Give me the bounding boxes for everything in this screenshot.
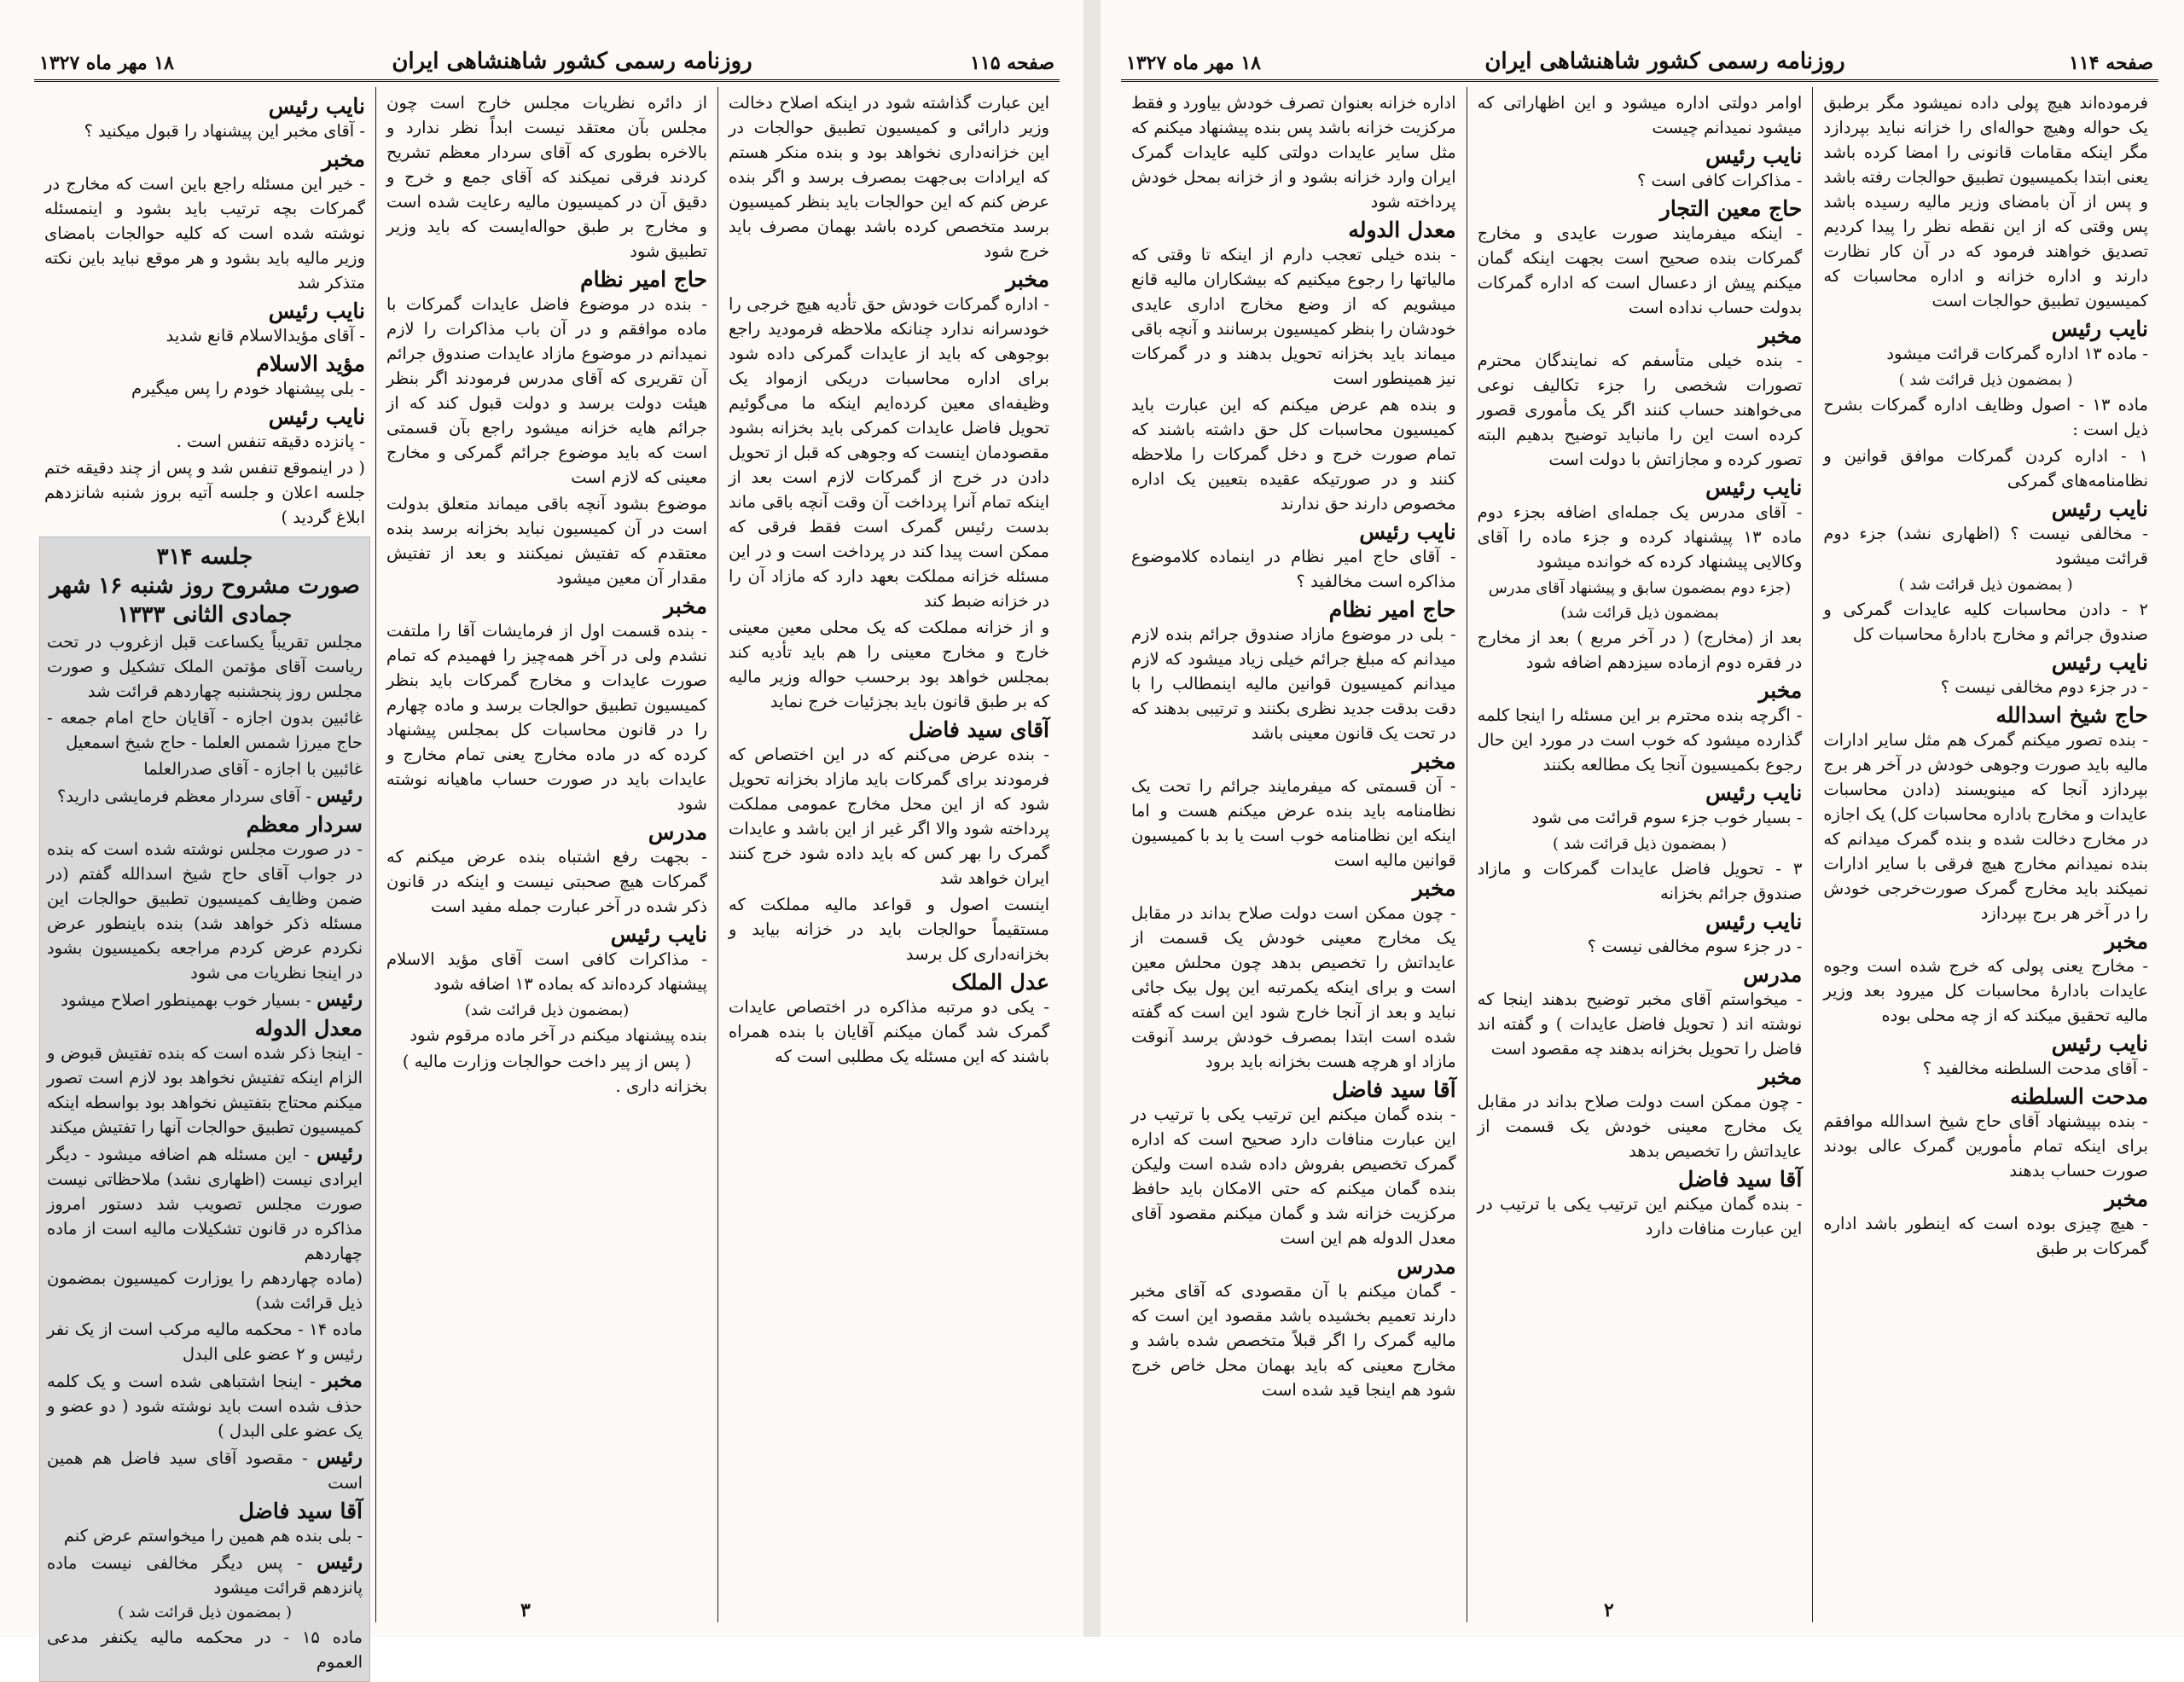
speaker-name: مدحت السلطنه (2010, 1084, 2148, 1109)
paragraph: - آقای مخبر این پیشنهاد را قبول میکنید ؟ (84, 121, 365, 141)
quoted-amendment: ( پس از پیر داخت حوالجات وزارت مالیه ) (402, 1052, 692, 1071)
session-date: صورت مشروح روز شنبه ۱۶ شهر جمادی الثانی ۱۳۳۳ (49, 573, 360, 628)
speaker-name: نایب رئیس (1359, 519, 1456, 544)
paragraph: اداره خزانه بعنوان تصرف خودش بیاورد و فقط مرکزیت خزانه باشد پس بنده پیشنهاد میکنم که مثل سایر عایدات دولتی کلیه عایدات گمرک ایران وارد خزانه بشود و از خزانه بمحل خودش پرداخته شود (1130, 93, 1456, 212)
paragraph: - در جزء سوم مخالفی نیست ؟ (1587, 937, 1803, 956)
paragraph: غائبین بدون اجازه - آقایان حاج امام جمعه - حاج میرزا شمس العلما - حاج شیخ اسمعیل (47, 708, 363, 752)
paragraph: - بجهت رفع اشتباه بنده عرض میکنم که گمرکات هیچ صحبتی نیست و اینکه در قانون ذکر شده در آخر عبارت جمله مفید است (386, 847, 707, 916)
left-footer-page-number: ۳ (520, 1599, 531, 1621)
speaker-name: نایب رئیس (2051, 316, 2148, 341)
speaker-name: عدل الملک (951, 970, 1049, 995)
paragraph: - بنده گمان میکنم این ترتیب یکی با ترتیب در این عبارت منافات دارد صحیح است که اداره گمرک تخصیص بفروش داده شده است ولیکن بنده گمان میکنم که حتی الامکان باید حافظ مرکزیت خزانه شد و گمان میکنم مقصود آقای معدل الدوله هم این است (1130, 1105, 1456, 1248)
paragraph: - چون ممکن است دولت صلاح بداند در مقابل یک مخارج معینی خودش یک قسمت از عایداتش را تخصیص بدهد چون محلش معین است و برای اینکه یکمرتبه این پول بیک جائی نباید و بعد از آنجا خارج شود این است که گفته شده است ابتدا بمصرف خودش برسد آنوقت مازاد او هرچه هست بخزانه باید برود (1130, 903, 1456, 1071)
paragraph: - آقای مدرس یک جمله‌ای اضافه بجزء دوم ماده ۱۳ پیشنهاد کرده و جزء ماده را آقای وکالایی پیشنهاد کرده که خوانده میشود (1477, 502, 1803, 571)
session-number: جلسه ۳۱۴ (156, 544, 253, 570)
speaker-name: آقای سید فاضل (909, 717, 1049, 742)
left-masthead (34, 32, 1060, 82)
paragraph: - خیر این مسئله راجع باین است که مخارج در گمرکات بچه ترتیب باید بشود و اینمسئله نوشته شده است که کلیه حوالجات بامضای وزیر مالیه باید بشود و هر موقع نباید باین نکته متذکر شد (44, 174, 365, 293)
speaker-name: آقا سید فاضل (1332, 1077, 1456, 1102)
left-col-3 (34, 87, 375, 1672)
speaker-name: رئیس (317, 988, 363, 1011)
paragraph: - بنده قسمت اول از فرمایشات آقا را ملتفت نشدم ولی در آخر همه‌چیز را فهمیدم که تمام صورت عایدات و مخارج گمرکات باید بنظر کمیسیون تطبیق حوالجات برسد و ماده چهارم را در قانون محاسبات کل بمجلس پیشنهاد کرده که در ماده مخارج یعنی تمام مخارج و عایدات باید در صورت حساب ماهیانه نوشته شود (386, 621, 707, 814)
paragraph: - چون ممکن است دولت صلاح بداند در مقابل یک مخارج معینی خودش یک قسمت از عایداتش را تخصیص بدهد (1477, 1092, 1803, 1161)
speaker-name: نایب رئیس (1705, 475, 1803, 500)
paragraph: - هیچ چیزی بوده است که اینطور باشد اداره گمرکات بر طبق (1823, 1214, 2148, 1258)
speaker-name: مدرس (1397, 1254, 1456, 1279)
right-col-3 (1121, 87, 1467, 1622)
left-newspaper-title: روزنامه رسمی کشور شاهنشاهی ایران (392, 49, 752, 74)
speaker-name: مدرس (648, 820, 707, 844)
reading-note: ( بمضمون ذیل قرائت شد ) (1898, 371, 2073, 389)
paragraph: بعد از (مخارج) ( در آخر مربع ) بعد از مخارج در فقره دوم ازماده سیزدهم اضافه شود (1477, 628, 1803, 672)
paragraph: مجلس تقریباً یکساعت قبل ازغروب در تحت ریاست آقای مؤتمن الملک تشکیل و صورت مجلس روز پنجشنبه چهاردهم قرائت شد (47, 632, 363, 701)
speaker-name: حاج معین التجار (1659, 196, 1803, 221)
right-col-1 (1812, 87, 2158, 1622)
left-col-2 (375, 87, 717, 1622)
paragraph: - این مسئله هم اضافه میشود - دیگر ایرادی نیست (اظهاری نشد) ملاحظاتی نیست صورت مجلس تصویب شد دستور امروز مذاکره در قانون تشکیلات مالیه است از ماده چهاردهم (47, 1145, 363, 1263)
paragraph: بنده پیشنهاد میکنم در آخر ماده مرقوم شود (410, 1025, 707, 1045)
paragraph: بخزانه داری . (615, 1076, 707, 1096)
paragraph: - مخارج یعنی پولی که خرج شده است وجوه عایدات بادارهٔ محاسبات کل میرود بعد وزیر مالیه تحقیق میکند که از چه محلی بوده (1823, 956, 2148, 1025)
speaker-name: حاج امیر نظام (1328, 597, 1456, 622)
speaker-name: مخبر (1412, 876, 1456, 901)
paragraph: از دائره نظریات مجلس خارج است چون مجلس بآن معتقد نیست ابداً نظر ندارد و بالاخره بطوری که آقای سردار معظم تشریح کردند فرقی نمیکند که آقای جمع و خرج و دقیق آن در کمیسیون مالیه رعایت شده است و مخارج بر طبق حواله‌ایست که باید وزیر تطبیق شود (386, 93, 707, 261)
speaker-name: نایب رئیس (1705, 909, 1803, 934)
paragraph: ( در اینموقع تنفس شد و پس از چند دقیقه ختم جلسه اعلان و جلسه آتیه بروز شنبه شانزدهم ابلاغ گردید ) (44, 458, 365, 527)
left-col-1 (717, 87, 1060, 1622)
speaker-name: مخبر (664, 594, 707, 618)
speaker-name: مخبر (1006, 267, 1049, 292)
paragraph: - بلی پیشنهاد خودم را پس میگیرم (131, 379, 365, 398)
paragraph: - در صورت مجلس نوشته شده است که بنده در جواب آقای حاج شیخ اسدالله گفتم (در ضمن وظایف کمیسیون تطبیق حوالجات این مسئله ذکر خواهد شد) بنده باینطور عرض نکردم عرض کردم مراجعه بکمیسیون بشود در اینجا نظریات می شود (47, 839, 363, 983)
paragraph: ماده ۱۴ - محکمه مالیه مرکب است از یک نفر رئیس و ۲ عضو علی البدل (47, 1320, 363, 1364)
paragraph: ماده ۱۵ - در محکمه مالیه یکنفر مدعی العموم (47, 1627, 363, 1672)
paragraph: - میخواستم آقای مخبر توضیح بدهند اینجا که نوشته اند ( تحویل فاضل عایدات ) و گفته اند فاضل را تحویل بخزانه بدهند چه مقصود است (1477, 989, 1803, 1058)
paragraph: و بنده هم عرض میکنم که این عبارت باید کمیسیون محاسبات کل حق داشته باشند که تمام صورت خرج و دخل گمرکات را ملاحظه کنند و در صورتیکه عقیده بتعیین یک اداره مخصوص دارند حق ندارند (1130, 395, 1456, 513)
paragraph: - در جزء دوم مخالفی نیست ؟ (1940, 677, 2148, 697)
right-columns (1121, 87, 2158, 1622)
paragraph: - آقای مدحت السلطنه مخالفید ؟ (1922, 1058, 2148, 1078)
paragraph: - آقای حاج امیر نظام در اینماده کلاموضوع مذاکره است مخالفید ؟ (1130, 547, 1456, 591)
right-page-number: صفحه ۱۱۴ (2069, 52, 2153, 74)
page-gutter (1083, 0, 1101, 1637)
right-masthead (1121, 32, 2158, 82)
speaker-name: نایب رئیس (2051, 1031, 2148, 1056)
paragraph: - بسیار خوب جزء سوم قرائت می شود (1531, 808, 1803, 827)
paragraph: ۳ - تحویل فاضل عایدات گمرکات و مازاد صندوق جرائم بخزانه (1477, 859, 1803, 903)
paragraph: (ماده چهاردهم را یوزارت کمیسیون بمضمون ذیل قرائت شد) (47, 1268, 363, 1313)
speaker-name: مخبر (1412, 749, 1456, 774)
speaker-name: نایب رئیس (268, 299, 365, 323)
right-col-2 (1467, 87, 1813, 1622)
left-columns (34, 87, 1060, 1672)
paragraph: ۱ - اداره کردن گمرکات موافق قوانین و نظامنامه‌های گمرکی (1823, 446, 2148, 490)
paragraph: غائبین با اجازه - آقای صدرالعلما (143, 759, 363, 779)
paragraph: - ماده ۱۳ اداره گمرکات قرائت میشود (1886, 344, 2148, 363)
speaker-name: معدل الدوله (254, 1016, 363, 1041)
paragraph: موضوع بشود آنچه باقی میماند متعلق بدولت است در آن کمیسیون نباید بخزانه برسد بنده معتقدم که تفتیش نمیکنند و بعد از تفتیش مقدار آن معین میشود (386, 494, 707, 588)
paragraph: این عبارت گذاشته شود در اینکه اصلاح دخالت وزیر دارائی و کمیسیون تطبیق حوالجات در این خزانه‌داری نخواهد بود و بنده منکر هستم که ایرادات بی‌جهت بمصرف برسد و اگر بنده عرض کنم که این حوالجات باید بنظر کمیسیون برسد متخصص کرده باشد بهمان مصرف باید خرج شود (729, 93, 1049, 261)
paragraph: - مقصود آقای سید فاضل هم همین است (47, 1448, 363, 1493)
paragraph: - بنده تصور میکنم گمرک هم مثل سایر ادارات مالیه باید صورت وجوهی خودش در آخر هر برج بپردازد آنجا که مینویسند (دادن محاسبات عایدات و مخارج باداره محاسبات کل) یک اجازه در مخارج دخالت شده و بنده گمرک میدانم که بنده نمیدانم مخارج هیچ فرقی با سایر ادارات نمیکند باید مخارج گمرک صورت‌خرجی خودش را در آخر هر برج بپردازد (1823, 730, 2148, 923)
paragraph: - بنده گمان میکنم این ترتیب یکی با ترتیب در این عبارت منافات دارد (1477, 1194, 1803, 1238)
paragraph: - بلی بنده هم همین را میخواستم عرض کنم (63, 1526, 363, 1546)
speaker-name: رئیس (317, 784, 363, 807)
paragraph: - آقای سردار معظم فرمایشی دارید؟ (56, 786, 312, 806)
speaker-name: مدرس (1743, 962, 1803, 987)
reading-note: (بمضمون ذیل قرائت شد) (464, 1001, 630, 1019)
speaker-name: سردار معظم (246, 812, 363, 837)
speaker-name: مخبر (1758, 678, 1803, 703)
paragraph: - مذاکرات کافی است آقای مؤید الاسلام پیشنهاد کرده‌اند که بماده ۱۳ اضافه شود (386, 949, 707, 994)
speaker-name: رئیس (317, 1142, 363, 1165)
speaker-name: آقا سید فاضل (1678, 1167, 1803, 1192)
paragraph: - اینجا اشتباهی شده است و یک کلمه حذف شده است باید نوشته شود ( دو عضو و یک عضو علی البدل ) (47, 1372, 363, 1441)
paragraph: - بلی در موضوع مازاد صندوق جرائم بنده لازم میدانم که مبلغ جرائم خیلی زیاد میشود که لازم میدانم کمیسیون قوانین مالیه اینمطالب را با دقت بدقت جدید نظری بکنند و ترتیبی بدهند که در تحت یک قانون معینی باشد (1130, 624, 1456, 743)
speaker-name: مخبر (322, 1369, 363, 1392)
paragraph: - بنده خیلی متأسفم که نمایندگان محترم تصورات شخصی را جزء تکالیف نوعی می‌خواهند حساب کنند اگر یک مأموری قصور کرده است این را مانباید توضیح بدهیم البته تصور کرده و مجازاتش با دولت است (1477, 351, 1803, 469)
paragraph: ۲ - دادن محاسبات کلیه عایدات گمرکی و صندوق جرائم و مخارج بادارهٔ محاسبات کل (1823, 600, 2148, 644)
speaker-name: حاج شیخ اسدالله (1995, 703, 2148, 728)
paragraph: - اگرچه بنده محترم بر این مسئله را اینجا کلمه گذارده میشود که خوب است در مورد این حال رجوع بکمیسیون آنجا یک مطالعه بکنند (1477, 705, 1803, 774)
paragraph: - مخالفی نیست ؟ (اظهاری نشد) جزء دوم قرائت میشود (1823, 524, 2148, 568)
paragraph: ماده ۱۳ - اصول وظایف اداره گمرکات بشرح ذیل است : (1823, 395, 2148, 439)
paragraph: - بنده بپیشنهاد آقای حاج شیخ اسدالله موافقم برای اینکه تمام مأمورین گمرک عالی بودند صورت حساب بدهند (1823, 1111, 2148, 1180)
speaker-name: نایب رئیس (2051, 650, 2148, 675)
right-footer-page-number: ۲ (1604, 1599, 1614, 1621)
left-date: ۱۸ مهر ماه ۱۳۲۷ (39, 52, 174, 74)
speaker-name: آقا سید فاضل (238, 1499, 363, 1523)
speaker-name: مخبر (1758, 1064, 1803, 1089)
left-page (0, 0, 1083, 1672)
paragraph: فرموده‌اند هیچ پولی داده نمیشود مگر برطبق یک حواله وهیچ حواله‌ای را خزانه نباید بپردازد مگر اینکه مقامات قانونی را امضا کرده باشد یعنی ابتدا بکمیسیون تطبیق حوالجات رفته باشد و پس از آن بامضای وزیر مالیه رسیده باشد پس وقتی که از این نقطه نظر را پیدا کردیم تصدیق خواهند فرمود که در آن کار نظارت دارند و اداره خزانه و اداره محاسبات که کمیسیون تطبیق حوالجات است (1823, 93, 2148, 310)
speaker-name: نایب رئیس (610, 922, 707, 947)
speaker-name: معدل الدوله (1348, 218, 1456, 242)
paragraph: - بنده خیلی تعجب دارم از اینکه تا وقتی که مالیاتها را رجوع میکنیم که بیشکاران مالیه قانع میشویم که از وضع مخارج اداری عایدی خودشان را بنظر کمیسیون برسانند و آنچه باقی میماند باید بخزانه تحویل بدهند و در گمرکات نیز همینطور است (1130, 245, 1456, 388)
paragraph: - آقای مؤیدالاسلام قانع شدید (166, 326, 365, 345)
speaker-name: مخبر (1758, 323, 1803, 348)
paragraph: - بنده عرض می‌کنم که در این اختصاص که فرمودند برای گمرکات باید مازاد بخزانه تحویل شود که از این محل مخارج عمومی مملکت پرداخته شود والا اگر غیر از این باشد و عایدات گمرک را بهر کس که باید داده شود خرج کنند ایران خواهد شد (729, 745, 1049, 888)
speaker-name: مؤید الاسلام (256, 351, 365, 376)
speaker-name: نایب رئیس (268, 94, 365, 119)
paragraph: و از خزانه مملکت که یک محلی معین معینی خارج و مخارج معینی را هم باید تأدیه کند بمجلس خواهد بود برحسب حواله وزیر مالیه که بر طبق قانون باید بجزئیات خرج نماید (729, 618, 1049, 711)
paragraph: - مذاکرات کافی است ؟ (1636, 171, 1803, 190)
paragraph: - گمان میکنم با آن مقصودی که آقای مخبر دارند تعمیم بخشیده باشد مقصود این است که مالیه گمرک را اگر قبلاً متخصص شده باشد و مخارج معینی که باید بهمان محل خاص خرج شود هم اینجا قید شده است (1130, 1281, 1456, 1400)
speaker-name: نایب رئیس (268, 404, 365, 429)
paragraph: - پس دیگر مخالفی نیست ماده پانزدهم قرائت میشود (47, 1553, 363, 1598)
paragraph: - بنده در موضوع فاضل عایدات گمرکات با ماده موافقم و در آن باب مذاکرات را لازم نمیدانم در موضوع مازاد عایدات صندوق جرائم آن تقریری که آقای مدرس فرمودند اگر بنظر هیئت دولت برسد و دولت قبول کند که از جرائم هایه خزانه میشود راجع بآن قسمتی است که باید موضوع جرائم گمرکی و مخارج معینی که لازم است (386, 294, 707, 487)
paragraph: - یکی دو مرتبه مذاکره در اختصاص عایدات گمرک شد گمان میکنم آقایان با بنده همراه باشند که این مسئله یک مطلبی است که (729, 997, 1049, 1066)
reading-note: (جزء دوم بمضمون سابق و پیشنهاد آقای مدرس بمضمون ذیل قرائت شد) (1488, 579, 1792, 622)
right-page (1101, 0, 2184, 1637)
reading-note: ( بمضمون ذیل قرائت شد ) (1552, 835, 1727, 853)
speaker-name: حاج امیر نظام (580, 267, 707, 292)
paragraph: اینست اصول و قواعد مالیه مملکت که مستقیماً حوالجات باید در خزانه بیاید و بخزانه‌داری کل برسد (729, 895, 1049, 964)
speaker-name: رئیس (317, 1446, 363, 1469)
session-header-box (39, 536, 370, 1682)
paragraph: - پانزده دقیقه تنفس است . (176, 432, 365, 451)
left-page-number: صفحه ۱۱۵ (970, 52, 1054, 74)
paragraph: - بسیار خوب بهمینطور اصلاح میشود (61, 990, 312, 1010)
right-date: ۱۸ مهر ماه ۱۳۲۷ (1126, 52, 1261, 74)
speaker-name: مخبر (322, 147, 365, 171)
paragraph: - اداره گمرکات خودش حق تأدیه هیچ خرجی را خودسرانه ندارد چنانکه ملاحظه فرمودید راجع بوجوهی که باید از عایدات گمرکی داده شود برای اداره محاسبات دریکی ازمواد یک وظیفه‌ای معین کرده‌ایم اینکه ما می‌گوئیم تحویل فاضل عایدات کمرکی باید بخزانه بشود مقصودمان اینست که وجوهی که قبل از تحویل دادن در خرج از گمرکات لازم است بعد از اینکه تمام آنرا پرداخت آن‌ وقت آنچه باقی ماند بدست رئیس گمرک است فقط فرقی که ممکن است پیدا کند در پرداخت است و در این مسئله خزانه مملکت بعهد دارد که مازاد آن را در خزانه ضبط کند (729, 294, 1049, 611)
paragraph: - آن قسمتی که میفرمایند جرائم را تحت یک نظامنامه باید بنده عرض میکنم هست و اما اینکه این نظامنامه خوب است یا بد با کمیسیون قوانین مالیه است (1130, 776, 1456, 870)
speaker-name: نایب رئیس (2051, 496, 2148, 521)
right-newspaper-title: روزنامه رسمی کشور شاهنشاهی ایران (1484, 49, 1845, 74)
speaker-name: مخبر (2105, 929, 2148, 954)
speaker-name: رئیس (317, 1551, 363, 1574)
paragraph: - اینکه میفرمایند صورت عایدی و مخارج گمرکات بنده صحیح است بجهت اینکه گمان میکنم پیش از دعسال است که اداره گمرکات بدولت حساب نداده است (1477, 223, 1803, 317)
paragraph: - اینجا ذکر شده است که بنده تفتیش قبوض و الزام اینکه تفتیش نخواهد بود لازم است تصور میکنم محتاج بتفتیش نخواهد بود بواسطه اینکه کمیسیون تطبیق حوالجات آنها را تفتیش میکند (47, 1043, 363, 1137)
paragraph: اوامر دولتی اداره میشود و این اظهاراتی که میشود نمیدانم چیست (1477, 93, 1803, 137)
speaker-name: نایب رئیس (1705, 780, 1803, 805)
speaker-name: مخبر (2105, 1186, 2148, 1211)
reading-note: ( بمضمون ذیل قرائت شد ) (1898, 576, 2073, 594)
reading-note: ( بمضمون ذیل قرائت شد ) (117, 1604, 292, 1621)
speaker-name: نایب رئیس (1705, 143, 1803, 168)
